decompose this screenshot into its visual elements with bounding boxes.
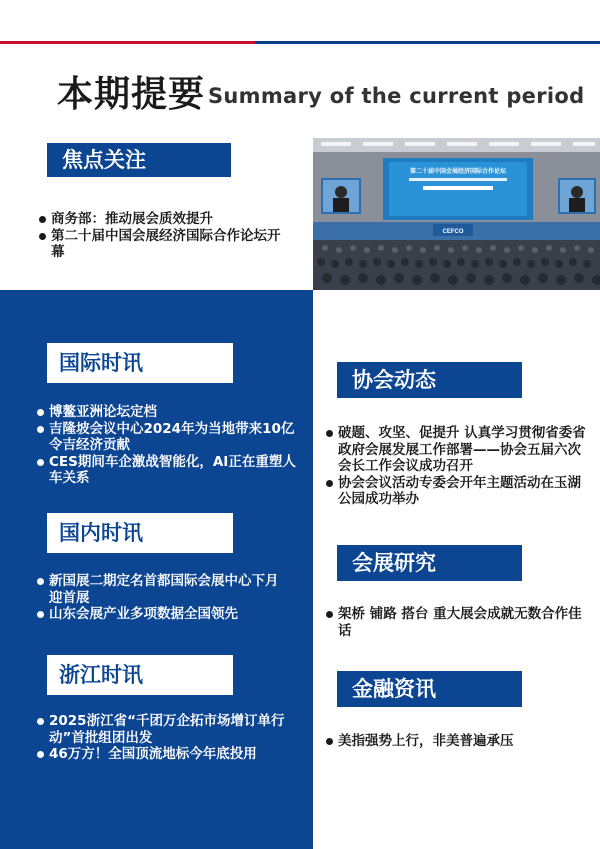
list-item[interactable]: 2025浙江省“千团万企拓市场增订单行动”首批组团出发 <box>36 713 286 746</box>
forum-photo <box>313 138 600 290</box>
list-item[interactable]: 新国展二期定名首都国际会展中心下月迎首展 <box>36 573 291 606</box>
list-item[interactable]: 山东会展产业多项数据全国领先 <box>36 606 291 623</box>
section-title-zhejiang: 浙江时讯 <box>47 655 233 695</box>
research-list <box>325 606 593 639</box>
list-item[interactable]: 商务部：推动展会质效提升 <box>38 211 290 228</box>
section-title-domestic: 国内时讯 <box>47 513 233 553</box>
focus-list <box>38 211 290 261</box>
list-item[interactable]: 协会会议活动专委会开年主题活动在玉湖公园成功举办 <box>325 475 593 508</box>
international-list <box>36 404 298 487</box>
list-item[interactable]: 博鳌亚洲论坛定档 <box>36 404 298 421</box>
podium-logo: CEFCO <box>442 229 464 235</box>
list-item[interactable]: 吉隆坡会议中心2024年为当地带来10亿令吉经济贡献 <box>36 421 298 454</box>
zhejiang-list <box>36 713 286 763</box>
top-rule-red <box>0 41 255 44</box>
top-rule-blue <box>255 41 600 44</box>
page-title: 本期提要 <box>57 74 206 115</box>
section-title-research: 会展研究 <box>337 545 522 581</box>
section-title-association: 协会动态 <box>337 362 522 398</box>
list-item[interactable]: 破题、攻坚、促提升 认真学习贯彻省委省政府会展发展工作部署——协会五届六次会长工作会议成功召开 <box>325 425 593 475</box>
finance-list <box>325 733 593 750</box>
list-item[interactable]: CES期间车企激战智能化，AI正在重塑人车关系 <box>36 454 298 487</box>
section-title-focus: 焦点关注 <box>47 143 231 177</box>
screen-title: 第二十届中国会展经济国际合作论坛 <box>409 169 507 175</box>
association-list <box>325 425 593 508</box>
list-item[interactable]: 46万方！全国顶流地标今年底投用 <box>36 746 286 763</box>
page-subtitle: Summary of the current period <box>208 84 585 108</box>
list-item[interactable]: 美指强势上行，非美普遍承压 <box>325 733 593 750</box>
list-item[interactable]: 架桥 铺路 搭台 重大展会成就无数合作佳话 <box>325 606 593 639</box>
domestic-list <box>36 573 291 623</box>
section-title-finance: 金融资讯 <box>337 671 522 707</box>
section-title-international: 国际时讯 <box>47 343 233 383</box>
list-item[interactable]: 第二十届中国会展经济国际合作论坛开幕 <box>38 228 290 261</box>
